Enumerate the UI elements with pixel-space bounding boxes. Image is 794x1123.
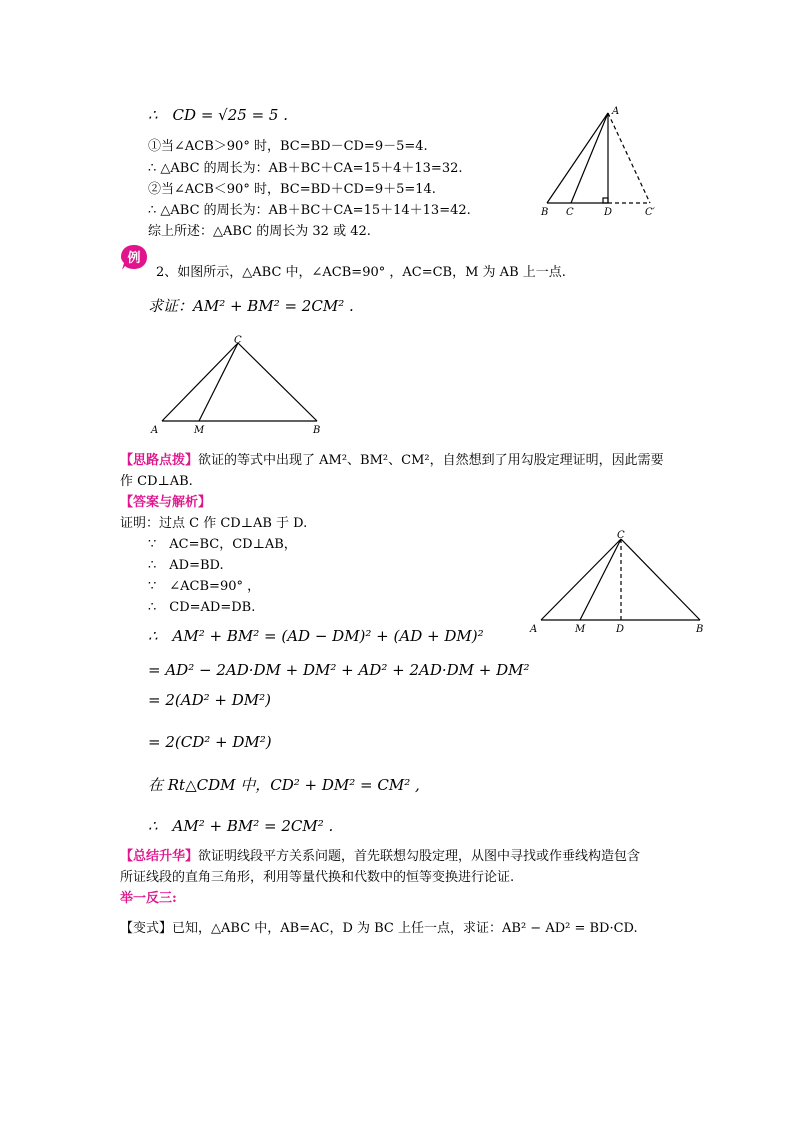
equation-1: ∴ AM² + BM² = (AD − DM)² + (AD + DM)² <box>148 627 484 645</box>
cd-value-line: ∴ CD = √25 = 5 . <box>148 106 288 124</box>
practice-heading: 举一反三: <box>120 891 177 906</box>
example-badge <box>120 243 148 271</box>
fig1-label-d: D <box>604 207 613 218</box>
case1-perimeter-line: ∴ △ABC 的周长为：AB＋BC＋CA=15＋4＋13=32. <box>148 161 463 176</box>
fig2-label-a: A <box>151 425 159 436</box>
fig3-label-a: A <box>530 624 538 635</box>
summary-line: 综上所述：△ABC 的周长为 32 或 42. <box>148 224 371 239</box>
proof-line-3: ∵ ∠ACB=90° ， <box>148 579 261 594</box>
fig3-label-m: M <box>575 624 586 635</box>
figure-1-triangle <box>535 105 665 220</box>
hint-text-1: 欲证的等式中出现了 AM²、BM²、CM²，自然想到了用勾股定理证明，因此需要 <box>198 453 664 468</box>
proof-line-4: ∴ CD=AD=DB. <box>148 600 256 615</box>
figure-2-triangle <box>145 333 330 438</box>
example2-problem: 2、如图所示，△ABC 中，∠ACB=90° ，AC=CB，M 为 AB 上一点. <box>156 265 566 280</box>
fig1-label-a: A <box>612 106 620 117</box>
fig3-label-b: B <box>696 624 704 635</box>
fig3-label-d: D <box>616 624 625 635</box>
case1-line: ①当∠ACB＞90° 时，BC=BD－CD=9－5=4. <box>148 139 428 154</box>
variant-tag: 【变式】 <box>120 921 173 936</box>
variant-line <box>120 920 638 938</box>
proof-line-0: 证明：过点 C 作 CD⊥AB 于 D. <box>120 516 308 531</box>
example2-prove: 求证：AM² + BM² = 2CM² . <box>148 297 354 315</box>
proof-line-1: ∵ AC=BC，CD⊥AB， <box>148 537 297 552</box>
equation-4: = 2(CD² + DM²) <box>148 733 272 751</box>
summary-section-line-1 <box>120 848 640 866</box>
summary-section-text-1: 欲证明线段平方关系问题，首先联想勾股定理，从图中寻找或作垂线构造包含 <box>198 849 641 864</box>
example-badge-label: 例 <box>127 251 141 266</box>
hint-tag: 【思路点拨】 <box>120 453 199 468</box>
hint-line-2: 作 CD⊥AB. <box>120 474 193 489</box>
fig1-label-c-prime: C′ <box>645 207 655 218</box>
case2-perimeter-line: ∴ △ABC 的周长为：AB＋BC＋CA=15＋14＋13=42. <box>148 203 471 218</box>
fig2-label-b: B <box>313 425 321 436</box>
answer-tag: 【答案与解析】 <box>120 495 212 510</box>
equation-6: ∴ AM² + BM² = 2CM² . <box>148 817 334 835</box>
summary-section-tag: 【总结升华】 <box>120 849 199 864</box>
proof-line-2: ∴ AD=BD. <box>148 558 224 573</box>
fig2-label-m: M <box>194 425 205 436</box>
fig3-label-c: C <box>617 530 625 541</box>
case2-line: ②当∠ACB＜90° 时，BC=BD＋CD=9＋5=14. <box>148 182 436 197</box>
equation-3: = 2(AD² + DM²) <box>148 691 271 709</box>
variant-text: 已知，△ABC 中，AB=AC，D 为 BC 上任一点，求证：AB² − AD² = BD·CD. <box>172 921 638 936</box>
summary-section-line-2: 所证线段的直角三角形，利用等量代换和代数中的恒等变换进行论证. <box>120 870 515 885</box>
hint-line-1 <box>120 452 664 470</box>
equation-2: = AD² − 2AD·DM + DM² + AD² + 2AD·DM + DM² <box>148 661 530 679</box>
equation-5: 在 Rt△CDM 中，CD² + DM² = CM² , <box>148 776 420 794</box>
fig1-label-b: B <box>541 207 549 218</box>
fig2-label-c: C <box>234 335 242 346</box>
figure-3-triangle <box>525 527 715 637</box>
fig1-label-c: C <box>566 207 574 218</box>
